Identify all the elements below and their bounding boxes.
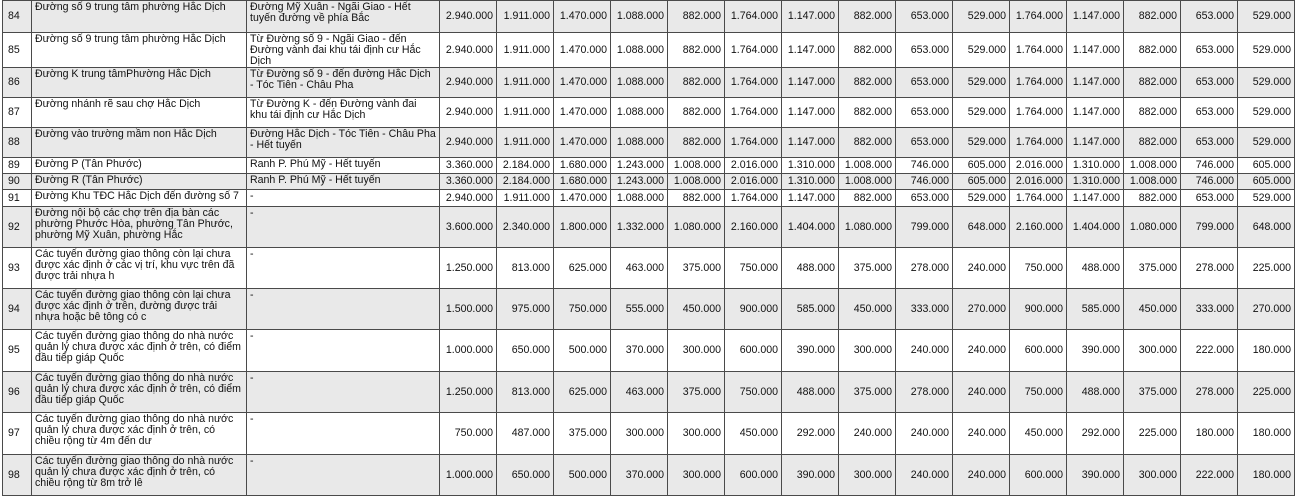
price-cell: 882.000 bbox=[1124, 98, 1181, 128]
price-cell: 1.147.000 bbox=[1067, 128, 1124, 158]
row-number-cell: 85 bbox=[3, 33, 32, 68]
row-number-cell: 88 bbox=[3, 128, 32, 158]
price-cell: 653.000 bbox=[1181, 68, 1238, 98]
price-cell: 1.080.000 bbox=[668, 207, 725, 248]
price-cell: 1.008.000 bbox=[668, 174, 725, 190]
price-cell: 1.000.000 bbox=[440, 455, 497, 496]
price-cell: 2.184.000 bbox=[497, 158, 554, 174]
price-cell: 300.000 bbox=[839, 330, 896, 372]
price-cell: 975.000 bbox=[497, 289, 554, 330]
price-cell: 488.000 bbox=[1067, 248, 1124, 289]
price-cell: 600.000 bbox=[725, 330, 782, 372]
road-name-cell: Đường số 9 trung tâm phường Hắc Dịch bbox=[32, 33, 247, 68]
price-cell: 1.147.000 bbox=[782, 98, 839, 128]
price-cell: 1.764.000 bbox=[1010, 98, 1067, 128]
price-cell: 487.000 bbox=[497, 413, 554, 455]
price-cell: 2.940.000 bbox=[440, 1, 497, 33]
price-cell: 600.000 bbox=[1010, 455, 1067, 496]
price-cell: 2.940.000 bbox=[440, 128, 497, 158]
price-cell: 648.000 bbox=[953, 207, 1010, 248]
price-cell: 1.470.000 bbox=[554, 33, 611, 68]
price-cell: 1.310.000 bbox=[1067, 174, 1124, 190]
price-cell: 450.000 bbox=[839, 289, 896, 330]
land-price-table bbox=[2, 0, 1295, 496]
row-number-cell: 98 bbox=[3, 455, 32, 496]
price-cell: 882.000 bbox=[668, 98, 725, 128]
price-cell: 1.680.000 bbox=[554, 158, 611, 174]
price-cell: 1.911.000 bbox=[497, 1, 554, 33]
price-cell: 1.911.000 bbox=[497, 33, 554, 68]
price-cell: 605.000 bbox=[953, 174, 1010, 190]
price-cell: 1.764.000 bbox=[725, 1, 782, 33]
price-cell: 882.000 bbox=[668, 1, 725, 33]
table-row bbox=[3, 455, 1295, 496]
price-cell: 225.000 bbox=[1124, 413, 1181, 455]
price-cell: 585.000 bbox=[782, 289, 839, 330]
road-name-cell: Đường Khu TĐC Hắc Dịch đến đường số 7 bbox=[32, 190, 247, 207]
price-cell: 180.000 bbox=[1181, 413, 1238, 455]
row-number-cell: 93 bbox=[3, 248, 32, 289]
price-cell: 2.940.000 bbox=[440, 98, 497, 128]
road-name-cell: Các tuyến đường giao thông do nhà nước quản lý chưa được xác định ở trên, có chiều rộng từ 4m đến dư bbox=[32, 413, 247, 455]
price-cell: 799.000 bbox=[896, 207, 953, 248]
road-name-cell: Các tuyến đường giao thông còn lại chưa được xác định ở các vị trí, khu vực trên đã được trải nhựa h bbox=[32, 248, 247, 289]
price-cell: 1.250.000 bbox=[440, 248, 497, 289]
price-cell: 746.000 bbox=[1181, 174, 1238, 190]
price-cell: 2.940.000 bbox=[440, 33, 497, 68]
table-row bbox=[3, 68, 1295, 98]
price-cell: 375.000 bbox=[839, 372, 896, 413]
price-cell: 653.000 bbox=[1181, 190, 1238, 207]
road-name-cell: Các tuyến đường giao thông còn lại chưa được xác định ở trên, đường được trải nhựa hoặc bê tông có c bbox=[32, 289, 247, 330]
price-cell: 500.000 bbox=[554, 330, 611, 372]
price-cell: 529.000 bbox=[953, 98, 1010, 128]
price-cell: 2.016.000 bbox=[1010, 174, 1067, 190]
price-cell: 1.008.000 bbox=[839, 174, 896, 190]
price-cell: 225.000 bbox=[1238, 248, 1295, 289]
price-cell: 375.000 bbox=[1124, 248, 1181, 289]
price-cell: 882.000 bbox=[839, 128, 896, 158]
row-number-cell: 84 bbox=[3, 1, 32, 33]
price-cell: 813.000 bbox=[497, 372, 554, 413]
price-cell: 1.008.000 bbox=[1124, 174, 1181, 190]
price-cell: 500.000 bbox=[554, 455, 611, 496]
table-row bbox=[3, 1, 1295, 33]
price-cell: 882.000 bbox=[1124, 190, 1181, 207]
price-cell: 1.147.000 bbox=[782, 68, 839, 98]
price-cell: 1.500.000 bbox=[440, 289, 497, 330]
price-cell: 1.147.000 bbox=[1067, 98, 1124, 128]
price-cell: 240.000 bbox=[953, 372, 1010, 413]
price-cell: 1.080.000 bbox=[839, 207, 896, 248]
price-cell: 813.000 bbox=[497, 248, 554, 289]
price-cell: 882.000 bbox=[1124, 1, 1181, 33]
price-cell: 746.000 bbox=[896, 158, 953, 174]
table-row bbox=[3, 413, 1295, 455]
price-cell: 653.000 bbox=[896, 190, 953, 207]
table-row bbox=[3, 158, 1295, 174]
price-cell: 605.000 bbox=[953, 158, 1010, 174]
road-name-cell: Đường K trung tâmPhường Hắc Dịch bbox=[32, 68, 247, 98]
table-row bbox=[3, 190, 1295, 207]
price-cell: 653.000 bbox=[1181, 98, 1238, 128]
price-cell: 882.000 bbox=[1124, 33, 1181, 68]
price-cell: 2.016.000 bbox=[725, 158, 782, 174]
price-cell: 300.000 bbox=[839, 455, 896, 496]
price-cell: 529.000 bbox=[953, 68, 1010, 98]
price-cell: 1.147.000 bbox=[1067, 1, 1124, 33]
road-segment-cell: Ranh P. Phú Mỹ - Hết tuyến bbox=[247, 174, 440, 190]
price-cell: 375.000 bbox=[668, 248, 725, 289]
price-cell: 653.000 bbox=[896, 68, 953, 98]
price-cell: 746.000 bbox=[896, 174, 953, 190]
price-cell: 390.000 bbox=[1067, 455, 1124, 496]
price-cell: 300.000 bbox=[668, 455, 725, 496]
price-cell: 1.243.000 bbox=[611, 158, 668, 174]
price-cell: 1.470.000 bbox=[554, 1, 611, 33]
price-cell: 585.000 bbox=[1067, 289, 1124, 330]
price-cell: 650.000 bbox=[497, 455, 554, 496]
price-cell: 450.000 bbox=[668, 289, 725, 330]
price-cell: 900.000 bbox=[1010, 289, 1067, 330]
price-cell: 300.000 bbox=[1124, 455, 1181, 496]
table-row bbox=[3, 330, 1295, 372]
price-cell: 278.000 bbox=[896, 372, 953, 413]
price-cell: 529.000 bbox=[1238, 128, 1295, 158]
price-cell: 278.000 bbox=[1181, 372, 1238, 413]
price-cell: 240.000 bbox=[953, 413, 1010, 455]
price-cell: 375.000 bbox=[1124, 372, 1181, 413]
price-cell: 882.000 bbox=[839, 68, 896, 98]
price-cell: 1.147.000 bbox=[1067, 190, 1124, 207]
row-number-cell: 92 bbox=[3, 207, 32, 248]
row-number-cell: 96 bbox=[3, 372, 32, 413]
road-name-cell: Đường nhánh rẽ sau chợ Hắc Dịch bbox=[32, 98, 247, 128]
price-cell: 488.000 bbox=[782, 372, 839, 413]
price-cell: 1.470.000 bbox=[554, 98, 611, 128]
price-cell: 240.000 bbox=[953, 455, 1010, 496]
price-cell: 240.000 bbox=[896, 413, 953, 455]
price-cell: 180.000 bbox=[1238, 330, 1295, 372]
road-segment-cell: - bbox=[247, 455, 440, 496]
price-cell: 270.000 bbox=[953, 289, 1010, 330]
price-cell: 222.000 bbox=[1181, 330, 1238, 372]
table-row bbox=[3, 174, 1295, 190]
table-row bbox=[3, 372, 1295, 413]
price-cell: 1.911.000 bbox=[497, 68, 554, 98]
price-cell: 180.000 bbox=[1238, 455, 1295, 496]
table-row bbox=[3, 207, 1295, 248]
price-cell: 370.000 bbox=[611, 455, 668, 496]
road-segment-cell: Từ Đường số 9 - Ngãi Giao - đến Đường vành đai khu tái định cư Hắc Dịch bbox=[247, 33, 440, 68]
price-cell: 529.000 bbox=[953, 190, 1010, 207]
price-cell: 1.764.000 bbox=[725, 128, 782, 158]
price-cell: 746.000 bbox=[1181, 158, 1238, 174]
price-cell: 450.000 bbox=[725, 413, 782, 455]
price-cell: 3.600.000 bbox=[440, 207, 497, 248]
price-cell: 600.000 bbox=[1010, 330, 1067, 372]
road-name-cell: Đường R (Tân Phước) bbox=[32, 174, 247, 190]
table-row bbox=[3, 33, 1295, 68]
price-cell: 3.360.000 bbox=[440, 158, 497, 174]
price-cell: 653.000 bbox=[1181, 1, 1238, 33]
price-cell: 1.911.000 bbox=[497, 128, 554, 158]
road-segment-cell: Ranh P. Phú Mỹ - Hết tuyến bbox=[247, 158, 440, 174]
price-cell: 1.764.000 bbox=[1010, 128, 1067, 158]
price-cell: 625.000 bbox=[554, 372, 611, 413]
price-cell: 463.000 bbox=[611, 248, 668, 289]
price-cell: 750.000 bbox=[725, 372, 782, 413]
table-row bbox=[3, 98, 1295, 128]
price-cell: 2.160.000 bbox=[1010, 207, 1067, 248]
price-cell: 653.000 bbox=[896, 98, 953, 128]
price-cell: 1.911.000 bbox=[497, 98, 554, 128]
price-cell: 653.000 bbox=[1181, 128, 1238, 158]
price-cell: 370.000 bbox=[611, 330, 668, 372]
price-cell: 1.911.000 bbox=[497, 190, 554, 207]
road-segment-cell: - bbox=[247, 330, 440, 372]
row-number-cell: 95 bbox=[3, 330, 32, 372]
price-cell: 1.470.000 bbox=[554, 68, 611, 98]
price-cell: 1.088.000 bbox=[611, 190, 668, 207]
price-cell: 900.000 bbox=[725, 289, 782, 330]
price-cell: 3.360.000 bbox=[440, 174, 497, 190]
road-segment-cell: Đường Hắc Dịch - Tóc Tiên - Châu Pha - Hết tuyến bbox=[247, 128, 440, 158]
price-cell: 1.147.000 bbox=[1067, 33, 1124, 68]
price-cell: 488.000 bbox=[1067, 372, 1124, 413]
price-cell: 750.000 bbox=[1010, 372, 1067, 413]
price-cell: 450.000 bbox=[1010, 413, 1067, 455]
price-cell: 300.000 bbox=[668, 413, 725, 455]
price-cell: 375.000 bbox=[668, 372, 725, 413]
road-segment-cell: - bbox=[247, 372, 440, 413]
price-cell: 555.000 bbox=[611, 289, 668, 330]
price-cell: 600.000 bbox=[725, 455, 782, 496]
price-cell: 882.000 bbox=[839, 33, 896, 68]
road-segment-cell: - bbox=[247, 190, 440, 207]
price-cell: 240.000 bbox=[839, 413, 896, 455]
road-name-cell: Đường nội bộ các chợ trên địa bàn các phường Phước Hòa, phường Tân Phước, phường Mỹ Xuân, phường Hắc bbox=[32, 207, 247, 248]
price-cell: 882.000 bbox=[668, 190, 725, 207]
price-cell: 292.000 bbox=[1067, 413, 1124, 455]
price-cell: 1.310.000 bbox=[1067, 158, 1124, 174]
row-number-cell: 97 bbox=[3, 413, 32, 455]
row-number-cell: 86 bbox=[3, 68, 32, 98]
road-name-cell: Đường vào trường mầm non Hắc Dịch bbox=[32, 128, 247, 158]
table-body bbox=[3, 1, 1295, 496]
price-cell: 882.000 bbox=[1124, 68, 1181, 98]
price-cell: 882.000 bbox=[839, 98, 896, 128]
road-name-cell: Đường P (Tân Phước) bbox=[32, 158, 247, 174]
price-cell: 278.000 bbox=[896, 248, 953, 289]
road-name-cell: Các tuyến đường giao thông do nhà nước quản lý chưa được xác định ở trên, có điểm đầu tiếp giáp Quốc bbox=[32, 372, 247, 413]
road-segment-cell: Từ Đường số 9 - đến đường Hắc Dịch - Tóc Tiên - Châu Pha bbox=[247, 68, 440, 98]
price-cell: 2.340.000 bbox=[497, 207, 554, 248]
price-cell: 390.000 bbox=[782, 330, 839, 372]
price-cell: 1.764.000 bbox=[1010, 190, 1067, 207]
price-cell: 882.000 bbox=[668, 68, 725, 98]
price-cell: 1.088.000 bbox=[611, 98, 668, 128]
price-cell: 529.000 bbox=[1238, 190, 1295, 207]
price-cell: 1.680.000 bbox=[554, 174, 611, 190]
price-cell: 300.000 bbox=[1124, 330, 1181, 372]
price-cell: 222.000 bbox=[1181, 455, 1238, 496]
price-cell: 1.310.000 bbox=[782, 158, 839, 174]
price-cell: 1.088.000 bbox=[611, 128, 668, 158]
price-cell: 1.332.000 bbox=[611, 207, 668, 248]
road-segment-cell: - bbox=[247, 248, 440, 289]
price-cell: 1.250.000 bbox=[440, 372, 497, 413]
price-cell: 2.016.000 bbox=[1010, 158, 1067, 174]
price-cell: 1.008.000 bbox=[668, 158, 725, 174]
price-cell: 278.000 bbox=[1181, 248, 1238, 289]
price-cell: 225.000 bbox=[1238, 372, 1295, 413]
row-number-cell: 91 bbox=[3, 190, 32, 207]
price-cell: 300.000 bbox=[668, 330, 725, 372]
price-cell: 1.008.000 bbox=[839, 158, 896, 174]
price-cell: 1.764.000 bbox=[725, 98, 782, 128]
price-cell: 1.764.000 bbox=[725, 33, 782, 68]
price-cell: 529.000 bbox=[1238, 98, 1295, 128]
road-name-cell: Các tuyến đường giao thông do nhà nước quản lý chưa được xác định ở trên, có chiều rộng từ 8m trở lê bbox=[32, 455, 247, 496]
price-cell: 653.000 bbox=[896, 33, 953, 68]
price-cell: 882.000 bbox=[668, 33, 725, 68]
price-cell: 292.000 bbox=[782, 413, 839, 455]
row-number-cell: 89 bbox=[3, 158, 32, 174]
price-cell: 463.000 bbox=[611, 372, 668, 413]
price-cell: 750.000 bbox=[1010, 248, 1067, 289]
price-cell: 2.940.000 bbox=[440, 190, 497, 207]
price-cell: 240.000 bbox=[896, 455, 953, 496]
price-cell: 1.147.000 bbox=[782, 128, 839, 158]
price-cell: 882.000 bbox=[839, 190, 896, 207]
price-cell: 1.764.000 bbox=[1010, 68, 1067, 98]
price-cell: 529.000 bbox=[1238, 68, 1295, 98]
price-cell: 648.000 bbox=[1238, 207, 1295, 248]
price-cell: 1.088.000 bbox=[611, 33, 668, 68]
price-cell: 653.000 bbox=[1181, 33, 1238, 68]
price-cell: 1.800.000 bbox=[554, 207, 611, 248]
table-row bbox=[3, 289, 1295, 330]
price-cell: 1.147.000 bbox=[782, 190, 839, 207]
price-cell: 180.000 bbox=[1238, 413, 1295, 455]
price-cell: 882.000 bbox=[1124, 128, 1181, 158]
price-cell: 799.000 bbox=[1181, 207, 1238, 248]
price-cell: 375.000 bbox=[554, 413, 611, 455]
price-cell: 529.000 bbox=[953, 1, 1010, 33]
price-cell: 1.764.000 bbox=[725, 68, 782, 98]
price-cell: 625.000 bbox=[554, 248, 611, 289]
road-segment-cell: Từ Đường K - đến Đường vành đai khu tái định cư Hắc Dịch bbox=[247, 98, 440, 128]
table-row bbox=[3, 248, 1295, 289]
price-cell: 529.000 bbox=[1238, 1, 1295, 33]
road-name-cell: Các tuyến đường giao thông do nhà nước quản lý chưa được xác định ở trên, có điểm đầu tiếp giáp Quốc bbox=[32, 330, 247, 372]
road-segment-cell: Đường Mỹ Xuân - Ngãi Giao - Hết tuyến đường về phía Bắc bbox=[247, 1, 440, 33]
price-cell: 2.184.000 bbox=[497, 174, 554, 190]
road-segment-cell: - bbox=[247, 289, 440, 330]
price-cell: 1.764.000 bbox=[1010, 1, 1067, 33]
price-cell: 1.470.000 bbox=[554, 128, 611, 158]
price-cell: 1.088.000 bbox=[611, 68, 668, 98]
price-cell: 529.000 bbox=[953, 33, 1010, 68]
price-cell: 1.000.000 bbox=[440, 330, 497, 372]
price-cell: 1.764.000 bbox=[725, 190, 782, 207]
price-cell: 333.000 bbox=[1181, 289, 1238, 330]
price-cell: 653.000 bbox=[896, 1, 953, 33]
price-cell: 390.000 bbox=[1067, 330, 1124, 372]
price-cell: 750.000 bbox=[440, 413, 497, 455]
price-cell: 1.147.000 bbox=[782, 1, 839, 33]
price-cell: 1.080.000 bbox=[1124, 207, 1181, 248]
price-cell: 1.404.000 bbox=[782, 207, 839, 248]
price-cell: 270.000 bbox=[1238, 289, 1295, 330]
price-cell: 2.016.000 bbox=[725, 174, 782, 190]
price-cell: 750.000 bbox=[725, 248, 782, 289]
price-cell: 390.000 bbox=[782, 455, 839, 496]
road-segment-cell: - bbox=[247, 207, 440, 248]
road-segment-cell: - bbox=[247, 413, 440, 455]
price-cell: 605.000 bbox=[1238, 174, 1295, 190]
price-cell: 1.404.000 bbox=[1067, 207, 1124, 248]
price-cell: 1.310.000 bbox=[782, 174, 839, 190]
price-cell: 240.000 bbox=[953, 330, 1010, 372]
price-cell: 1.088.000 bbox=[611, 1, 668, 33]
price-cell: 750.000 bbox=[554, 289, 611, 330]
price-cell: 882.000 bbox=[668, 128, 725, 158]
price-cell: 1.243.000 bbox=[611, 174, 668, 190]
road-name-cell: Đường số 9 trung tâm phường Hắc Dịch bbox=[32, 1, 247, 33]
price-cell: 2.160.000 bbox=[725, 207, 782, 248]
price-cell: 488.000 bbox=[782, 248, 839, 289]
table-row bbox=[3, 128, 1295, 158]
price-cell: 650.000 bbox=[497, 330, 554, 372]
price-cell: 653.000 bbox=[896, 128, 953, 158]
row-number-cell: 90 bbox=[3, 174, 32, 190]
price-cell: 240.000 bbox=[896, 330, 953, 372]
price-cell: 333.000 bbox=[896, 289, 953, 330]
price-cell: 240.000 bbox=[953, 248, 1010, 289]
price-cell: 375.000 bbox=[839, 248, 896, 289]
price-cell: 605.000 bbox=[1238, 158, 1295, 174]
price-cell: 529.000 bbox=[1238, 33, 1295, 68]
price-cell: 2.940.000 bbox=[440, 68, 497, 98]
row-number-cell: 87 bbox=[3, 98, 32, 128]
price-cell: 1.470.000 bbox=[554, 190, 611, 207]
price-cell: 1.147.000 bbox=[782, 33, 839, 68]
row-number-cell: 94 bbox=[3, 289, 32, 330]
price-cell: 1.764.000 bbox=[1010, 33, 1067, 68]
price-cell: 882.000 bbox=[839, 1, 896, 33]
price-cell: 529.000 bbox=[953, 128, 1010, 158]
price-cell: 300.000 bbox=[611, 413, 668, 455]
price-cell: 450.000 bbox=[1124, 289, 1181, 330]
price-cell: 1.147.000 bbox=[1067, 68, 1124, 98]
price-cell: 1.008.000 bbox=[1124, 158, 1181, 174]
